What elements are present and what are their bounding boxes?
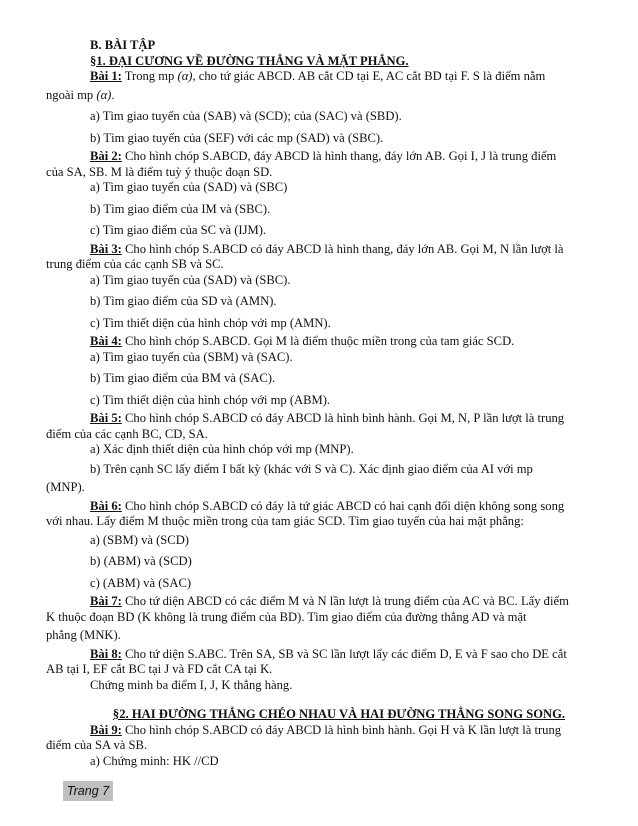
exercise-6-continued: với nhau. Lấy điểm M thuộc miền trong của tam giác SCD. Tìm giao tuyến của hai mặt phẳng:	[46, 514, 524, 528]
document-body	[46, 38, 588, 769]
exercise-5-part-b: b) Trên cạnh SC lấy điểm I bất kỳ (khác với S và C). Xác định giao điểm của AI với mp	[90, 461, 533, 476]
exercise-7-continued-2: phẳng (MNK).	[46, 628, 121, 642]
exercise-4-label: Bài 4:	[90, 334, 122, 348]
exercise-1-part-b: b) Tìm giao tuyến của (SEF) với các mp (SAD) và (SBC).	[90, 130, 384, 145]
exercise-7-label: Bài 7:	[90, 594, 122, 608]
exercise-9-label: Bài 9:	[90, 722, 122, 737]
exercise-9-continued: điểm của SA và SB.	[46, 738, 148, 752]
exercise-4-part-a: a) Tìm giao tuyến của (SBM) và (SAC).	[90, 349, 293, 364]
exercise-4: Bài 4: Cho hình chóp S.ABCD. Gọi M là điểm thuộc miền trong của tam giác SCD.	[90, 334, 515, 348]
exercise-2: Bài 2: Cho hình chóp S.ABCD, đáy ABCD là hình thang, đáy lớn AB. Gọi I, J là trung điểm	[90, 149, 557, 163]
exercise-2-part-c: c) Tìm giao điểm của SC và (IJM).	[90, 223, 267, 237]
exercise-4-part-b: b) Tìm giao điểm của BM và (SAC).	[90, 371, 276, 385]
page-number-footer: Trang 7	[63, 781, 113, 801]
exercise-5-part-b-continued: (MNP).	[46, 480, 85, 494]
exercise-2-part-b: b) Tìm giao điểm của IM và (SBC).	[90, 201, 271, 216]
exercise-3: Bài 3: Cho hình chóp S.ABCD có đáy ABCD là hình thang, đáy lớn AB. Gọi M, N lần lượt là	[90, 241, 564, 256]
exercise-3-continued: trung điểm của các cạnh SB và SC.	[46, 257, 224, 271]
exercise-9: Bài 9: Cho hình chóp S.ABCD có đáy ABCD là hình bình hành. Gọi H và K lần lượt là trung	[90, 722, 562, 737]
section-heading: B. BÀI TẬP	[90, 38, 156, 52]
exercise-8-label: Bài 8:	[90, 646, 122, 661]
exercise-5-continued: điểm của các cạnh BC, CD, SA.	[46, 426, 208, 441]
exercise-8-conclusion: Chứng minh ba điểm I, J, K thẳng hàng.	[90, 677, 293, 692]
exercise-4-part-c: c) Tìm thiết diện của hình chóp với mp (ABM).	[90, 392, 331, 407]
exercise-1-part-a: a) Tìm giao tuyến của (SAB) và (SCD); của (SAC) và (SBD).	[90, 109, 402, 123]
exercise-2-part-a: a) Tìm giao tuyến của (SAD) và (SBC)	[90, 180, 288, 194]
exercise-6: Bài 6: Cho hình chóp S.ABCD có đáy là tứ giác ABCD có hai cạnh đối diện không song song	[90, 498, 565, 513]
exercise-3-part-b: b) Tìm giao điểm của SD và (AMN).	[90, 294, 277, 308]
exercise-1-label: Bài 1:	[90, 69, 122, 83]
exercise-3-part-c: c) Tìm thiết diện của hình chóp với mp (AMN).	[90, 315, 331, 330]
exercise-1: Bài 1: Trong mp (α), cho tứ giác ABCD. AB cắt CD tại E, AC cắt BD tại F. S là điểm nằm	[90, 69, 546, 83]
exercise-5-part-a: a) Xác định thiết diện của hình chóp với mp (MNP).	[90, 442, 354, 456]
exercise-9-part-a: a) Chứng minh: HK //CD	[90, 753, 219, 768]
exercise-7: Bài 7: Cho tứ diện ABCD có các điểm M và N lần lượt là trung điểm của AC và BC. Lấy điểm	[90, 594, 569, 608]
exercise-3-part-a: a) Tìm giao tuyến của (SAD) và (SBC).	[90, 272, 291, 287]
exercise-8: Bài 8: Cho tứ diện S.ABC. Trên SA, SB và SC lần lượt lấy các điểm D, E và F sao cho DE cắt	[90, 646, 567, 661]
exercise-3-label: Bài 3:	[90, 241, 122, 256]
section-2-title: §2. HAI ĐƯỜNG THẲNG CHÉO NHAU VÀ HAI ĐƯỜNG THẲNG SONG SONG.	[112, 707, 566, 721]
exercise-8-continued: AB tại I, EF cắt BC tại J và FD cắt CA tại K.	[46, 662, 273, 676]
exercise-6-label: Bài 6:	[90, 498, 122, 513]
exercise-6-part-b: b) (ABM) và (SCD)	[90, 554, 192, 568]
exercise-5-label: Bài 5:	[90, 411, 122, 425]
exercise-7-continued: K thuộc đoạn BD (K không là trung điểm của BD). Tìm giao điểm của đường thẳng AD và mặt	[46, 609, 527, 624]
exercise-5: Bài 5: Cho hình chóp S.ABCD có đáy ABCD là hình bình hành. Gọi M, N, P lần lượt là trung	[90, 411, 565, 425]
alpha-symbol: (α)	[177, 69, 193, 83]
exercise-6-part-a: a) (SBM) và (SCD)	[90, 532, 189, 547]
section-1-title: §1. ĐẠI CƯƠNG VỀ ĐƯỜNG THẲNG VÀ MẶT PHẲNG.	[90, 53, 409, 68]
exercise-2-continued: của SA, SB. M là điểm tuỳ ý thuộc đoạn SD.	[46, 164, 273, 179]
exercise-2-label: Bài 2:	[90, 149, 122, 163]
exercise-6-part-c: c) (ABM) và (SAC)	[90, 575, 192, 590]
exercise-1-continued: ngoài mp (α).	[46, 87, 115, 102]
